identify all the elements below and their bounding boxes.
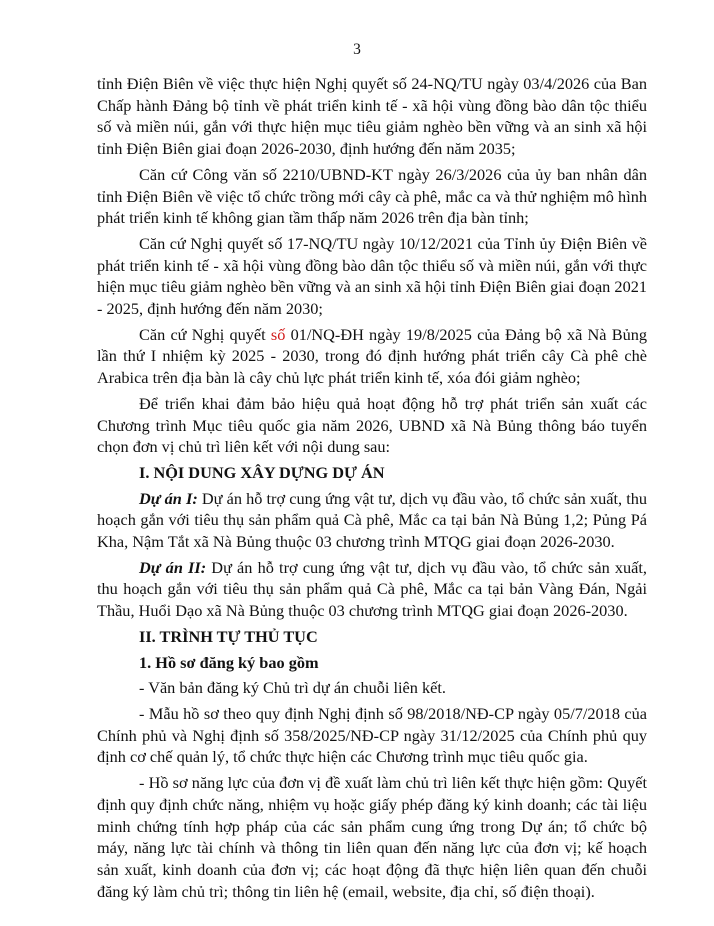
project-2-text: Dự án hỗ trợ cung ứng vật tư, dịch vụ đầu vào, tổ chức sản xuất, thu hoạch gắn với tiêu thụ sản phẩm quả Cà phê, Mắc ca tại bản Vàng Đán, Ngải Thầu, Huổi Dạo xã Nà Bủng thuộc 03 chương trình MTQG giai đoạn 2026-2030.: [97, 557, 647, 621]
paragraph-text: Căn cứ Nghị quyết: [139, 324, 271, 344]
section-heading-2: II. TRÌNH TỰ THỦ TỤC: [139, 626, 318, 646]
document-body: [97, 73, 647, 906]
paragraph-continuation: tỉnh Điện Biên về việc thực hiện Nghị quyết số 24-NQ/TU ngày 03/4/2026 của Ban Chấp hành Đảng bộ tỉnh về phát triển kinh tế - xã hội vùng đồng bào dân tộc thiểu số và miền núi, gắn với thực hiện mục tiêu giảm nghèo bền vững và an sinh xã hội tỉnh Điện Biên giai đoạn 2026-2030, định hướng đến năm 2035;: [97, 74, 647, 159]
project-2-label: Dự án II:: [139, 557, 207, 577]
paragraph-nghi-quyet-01: [97, 324, 647, 389]
list-item: - Văn bản đăng ký Chủ trì dự án chuỗi liên kết.: [139, 678, 446, 698]
project-1: [97, 488, 647, 553]
list-item: - Hồ sơ năng lực của đơn vị đề xuất làm chủ trì liên kết thực hiện gồm: Quyết định quy định chức năng, nhiệm vụ hoặc giấy phép đăng ký kinh doanh; các tài liệu minh chứng tính hợp pháp của các sản phẩm cung ứng trong Dự án; tổ chức bộ máy, năng lực tài chính và thông tin liên quan đến năng lực của đơn vị; kế hoạch sản xuất, kinh doanh của đơn vị; các hoạt động đã thực hiện liên quan đến chuỗi đăng ký làm chủ trì; thông tin liên hệ (email, website, địa chỉ, số điện thoại).: [97, 773, 647, 901]
list-item: - Mẫu hồ sơ theo quy định Nghị định số 98/2018/NĐ-CP ngày 05/7/2018 của Chính phủ và Nghị định số 358/2025/NĐ-CP ngày 31/12/2025 của Chính phủ quy định cơ chế quản lý, tổ chức thực hiện các Chương trình mục tiêu quốc gia.: [97, 703, 647, 767]
project-1-label: Dự án I:: [139, 488, 198, 508]
project-2: [97, 557, 647, 622]
section-heading-1: I. NỘI DUNG XÂY DỰNG DỰ ÁN: [139, 462, 385, 482]
paragraph-text: 01/NQ-ĐH ngày 19/8/2025 của Đảng bộ xã Nà Bủng lần thứ I nhiệm kỳ 2025 - 2030, trong đó định hướng phát triển cây Cà phê chè Arabica trên địa bàn là cây chủ lực phát triển kinh tế, xóa đói giảm nghèo;: [97, 324, 648, 388]
highlighted-word: số: [270, 324, 286, 344]
project-1-text: Dự án hỗ trợ cung ứng vật tư, dịch vụ đầu vào, tổ chức sản xuất, thu hoạch gắn với tiêu thụ sản phẩm quả Cà phê, Mắc ca tại bản Nà Bủng 1,2; Pủng Pá Kha, Nậm Tắt xã Nà Bủng thuộc 03 chương trình MTQG giai đoạn 2026-2030.: [97, 488, 648, 552]
paragraph-cong-van: Căn cứ Công văn số 2210/UBND-KT ngày 26/3/2026 của ủy ban nhân dân tỉnh Điện Biên về việc tổ chức trồng mới cây cà phê, mắc ca và thử nghiệm mô hình phát triển kinh tế không gian tầm thấp năm 2026 trên địa bàn tỉnh;: [97, 164, 647, 228]
page-number: 3: [353, 41, 361, 58]
subsection-heading: 1. Hồ sơ đăng ký bao gồm: [139, 652, 319, 672]
paragraph-nghi-quyet-17: Căn cứ Nghị quyết số 17-NQ/TU ngày 10/12/2021 của Tỉnh ủy Điện Biên về phát triển kinh tế - xã hội vùng đồng bào dân tộc thiểu số và miền núi, gắn với thực hiện mục tiêu giảm nghèo bền vững và an sinh xã hội tỉnh Điện Biên giai đoạn 2021 - 2025, định hướng đến năm 2030;: [97, 233, 647, 319]
paragraph-purpose: Để triển khai đảm bảo hiệu quả hoạt động hỗ trợ phát triển sản xuất các Chương trình Mục tiêu quốc gia năm 2026, UBND xã Nà Bủng thông báo tuyển chọn đơn vị chủ trì liên kết với nội dung sau:: [97, 393, 647, 457]
